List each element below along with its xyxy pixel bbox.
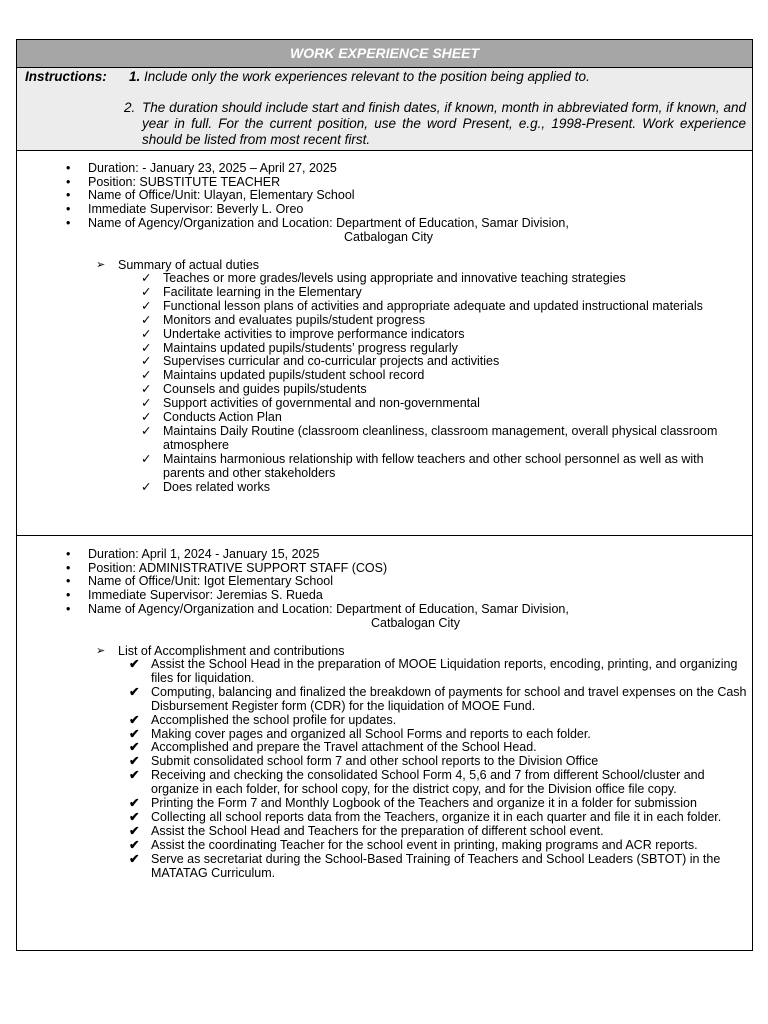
checkmark-icon: ✔ bbox=[129, 754, 140, 769]
checkmark-icon: ✔ bbox=[129, 809, 140, 824]
checkmark-icon: ✓ bbox=[141, 479, 152, 494]
checkmark-icon: ✔ bbox=[129, 657, 140, 671]
bullet-icon: • bbox=[66, 161, 71, 175]
instructions-box bbox=[17, 68, 752, 151]
accomplishment-item: ✔ Making cover pages and organized all School Forms and reports to each folder. bbox=[129, 726, 591, 741]
accomplishment-item: ✔ Collecting all school reports data from the Teachers, organize it in each quarter and file it in each folder. bbox=[129, 809, 722, 824]
experience-entry-1 bbox=[17, 151, 752, 536]
info-position: • Position: ADMINISTRATIVE SUPPORT STAFF (COS) bbox=[66, 560, 388, 575]
info-position: • Position: SUBSTITUTE TEACHER bbox=[66, 174, 281, 189]
bullet-icon: • bbox=[66, 188, 71, 203]
info-supervisor: • Immediate Supervisor: Beverly L. Oreo bbox=[66, 202, 304, 217]
accomplishment-item: ✔ Assist the School Head in the preparation of MOOE Liquidation reports, encoding, printing, and organizing files for liquidation. bbox=[129, 657, 738, 685]
info-agency: • Name of Agency/Organization and Location: Department of Education, Samar Division, bbox=[66, 601, 569, 616]
duty-item: ✓ Support activities of governmental and non-governmental bbox=[141, 396, 480, 411]
accomplishment-item: ✔ Serve as secretariat during the School-Based Training of Teachers and School Leaders (SBTOT) in the MATATAG Curriculum. bbox=[129, 851, 721, 880]
checkmark-icon: ✔ bbox=[129, 684, 140, 699]
entry-2-info-list bbox=[64, 548, 569, 617]
checkmark-icon: ✓ bbox=[141, 340, 152, 355]
duty-item: ✓ Undertake activities to improve performance indicators bbox=[141, 326, 465, 341]
sheet-title: WORK EXPERIENCE SHEET bbox=[17, 40, 752, 68]
instructions-label: Instructions: bbox=[25, 69, 107, 84]
checkmark-icon: ✓ bbox=[141, 396, 152, 411]
duty-item: ✓ Facilitate learning in the Elementary bbox=[141, 284, 362, 299]
checkmark-icon: ✓ bbox=[141, 298, 152, 313]
duty-item: ✓ Monitors and evaluates pupils/student progress bbox=[141, 312, 425, 327]
duty-item: ✓ Supervises curricular and co-curricular projects and activities bbox=[141, 354, 500, 369]
checkmark-icon: ✓ bbox=[141, 271, 152, 285]
duty-item: ✓ Maintains updated pupils/students’ progress regularly bbox=[141, 340, 458, 355]
info-duration: • Duration: April 1, 2024 - January 15, 2025 bbox=[66, 547, 320, 561]
bullet-icon: • bbox=[66, 202, 71, 217]
duty-item: ✓ Does related works bbox=[141, 479, 270, 494]
accomplishment-item: ✔ Receiving and checking the consolidated School Form 4, 5,6 and 7 from different School/cluster and organize in each folder, for school copy, for the district copy, and for the Division office file copy. bbox=[129, 768, 705, 797]
instruction-2-text: The duration should include start and finish dates, if known, month in abbreviated form, if known, and year in full. For the current position, use the word Present, e.g., 1998-Present. Work experience should be listed from most recent first. bbox=[142, 100, 746, 147]
info-agency: • Name of Agency/Organization and Location: Department of Education, Samar Division, bbox=[66, 215, 569, 230]
accomplishment-item: ✔ Accomplished and prepare the Travel attachment of the School Head. bbox=[129, 740, 537, 755]
entry-1-info-list bbox=[64, 162, 569, 231]
duty-item: ✓ Maintains Daily Routine (classroom cleanliness, classroom management, overall physical classroom atmosphere bbox=[141, 423, 718, 452]
checkmark-icon: ✓ bbox=[141, 423, 152, 438]
accomplishment-item: ✔ Accomplished the school profile for updates. bbox=[129, 712, 397, 727]
bullet-icon: • bbox=[66, 601, 71, 616]
checkmark-icon: ✓ bbox=[141, 354, 152, 369]
accomplishment-item: ✔ Submit consolidated school form 7 and other school reports to the Division Office bbox=[129, 754, 599, 769]
info-office: • Name of Office/Unit: Ulayan, Elementary School bbox=[66, 188, 355, 203]
checkmark-icon: ✓ bbox=[141, 326, 152, 341]
duty-item: ✓ Teaches or more grades/levels using appropriate and innovative teaching strategies bbox=[141, 271, 626, 285]
accomplishment-item: ✔ Assist the School Head and Teachers for the preparation of different school event. bbox=[129, 823, 604, 838]
checkmark-icon: ✔ bbox=[129, 726, 140, 741]
instruction-2 bbox=[124, 100, 746, 148]
checkmark-icon: ✓ bbox=[141, 410, 152, 425]
checkmark-icon: ✓ bbox=[141, 312, 152, 327]
duty-item: ✓ Counsels and guides pupils/students bbox=[141, 382, 367, 397]
entry-2-accomplishments-list bbox=[129, 658, 747, 881]
duty-item: ✓ Functional lesson plans of activities and appropriate adequate and updated instructional materials bbox=[141, 298, 703, 313]
duty-item: ✓ Maintains harmonious relationship with fellow teachers and other school personnel as well as with parents and other stakeholders bbox=[141, 451, 704, 480]
work-experience-sheet bbox=[16, 39, 753, 951]
checkmark-icon: ✓ bbox=[141, 382, 152, 397]
entry-2-city: Catbalogan City bbox=[371, 616, 460, 630]
accomplishment-item: ✔ Printing the Form 7 and Monthly Logbook of the Teachers and organize it in a folder for submission bbox=[129, 796, 697, 811]
info-duration: • Duration: - January 23, 2025 – April 27, 2025 bbox=[66, 161, 337, 175]
checkmark-icon: ✔ bbox=[129, 823, 140, 838]
accomplishment-item: ✔ Assist the coordinating Teacher for the school event in printing, making programs and ACR reports. bbox=[129, 837, 698, 852]
accomplishment-item: ✔ Computing, balancing and finalized the breakdown of payments for school and travel expenses on the Cash Disbursement Register form (CDR) for the liquidation of MOOE Fund. bbox=[129, 684, 747, 713]
checkmark-icon: ✔ bbox=[129, 740, 140, 755]
checkmark-icon: ✔ bbox=[129, 768, 140, 783]
bullet-icon: • bbox=[66, 547, 71, 561]
entry-2-summary-heading: ➢ List of Accomplishment and contributions bbox=[96, 644, 345, 658]
checkmark-icon: ✓ bbox=[141, 284, 152, 299]
arrow-bullet-icon: ➢ bbox=[96, 645, 106, 657]
info-supervisor: • Immediate Supervisor: Jeremias S. Rueda bbox=[66, 588, 323, 603]
entry-1-duties-list bbox=[141, 272, 735, 495]
entry-1-summary-heading: ➢ Summary of actual duties bbox=[96, 258, 260, 272]
entry-1-city: Catbalogan City bbox=[344, 230, 433, 244]
checkmark-icon: ✓ bbox=[141, 451, 152, 466]
bullet-icon: • bbox=[66, 560, 71, 575]
instruction-1 bbox=[129, 69, 590, 84]
bullet-icon: • bbox=[66, 588, 71, 603]
instruction-2-number: 2. bbox=[124, 100, 136, 115]
bullet-icon: • bbox=[66, 215, 71, 230]
instruction-1-number: 1. bbox=[129, 69, 141, 84]
checkmark-icon: ✓ bbox=[141, 368, 152, 383]
checkmark-icon: ✔ bbox=[129, 712, 140, 727]
duty-item: ✓ Conducts Action Plan bbox=[141, 410, 282, 425]
bullet-icon: • bbox=[66, 174, 71, 189]
checkmark-icon: ✔ bbox=[129, 796, 140, 811]
instruction-1-text: Include only the work experiences relevant to the position being applied to. bbox=[144, 69, 590, 84]
experience-entry-2 bbox=[17, 536, 752, 950]
checkmark-icon: ✔ bbox=[129, 851, 140, 866]
arrow-bullet-icon: ➢ bbox=[96, 259, 106, 271]
info-office: • Name of Office/Unit: Igot Elementary School bbox=[66, 574, 334, 589]
checkmark-icon: ✔ bbox=[129, 837, 140, 852]
duty-item: ✓ Maintains updated pupils/student school record bbox=[141, 368, 425, 383]
bullet-icon: • bbox=[66, 574, 71, 589]
